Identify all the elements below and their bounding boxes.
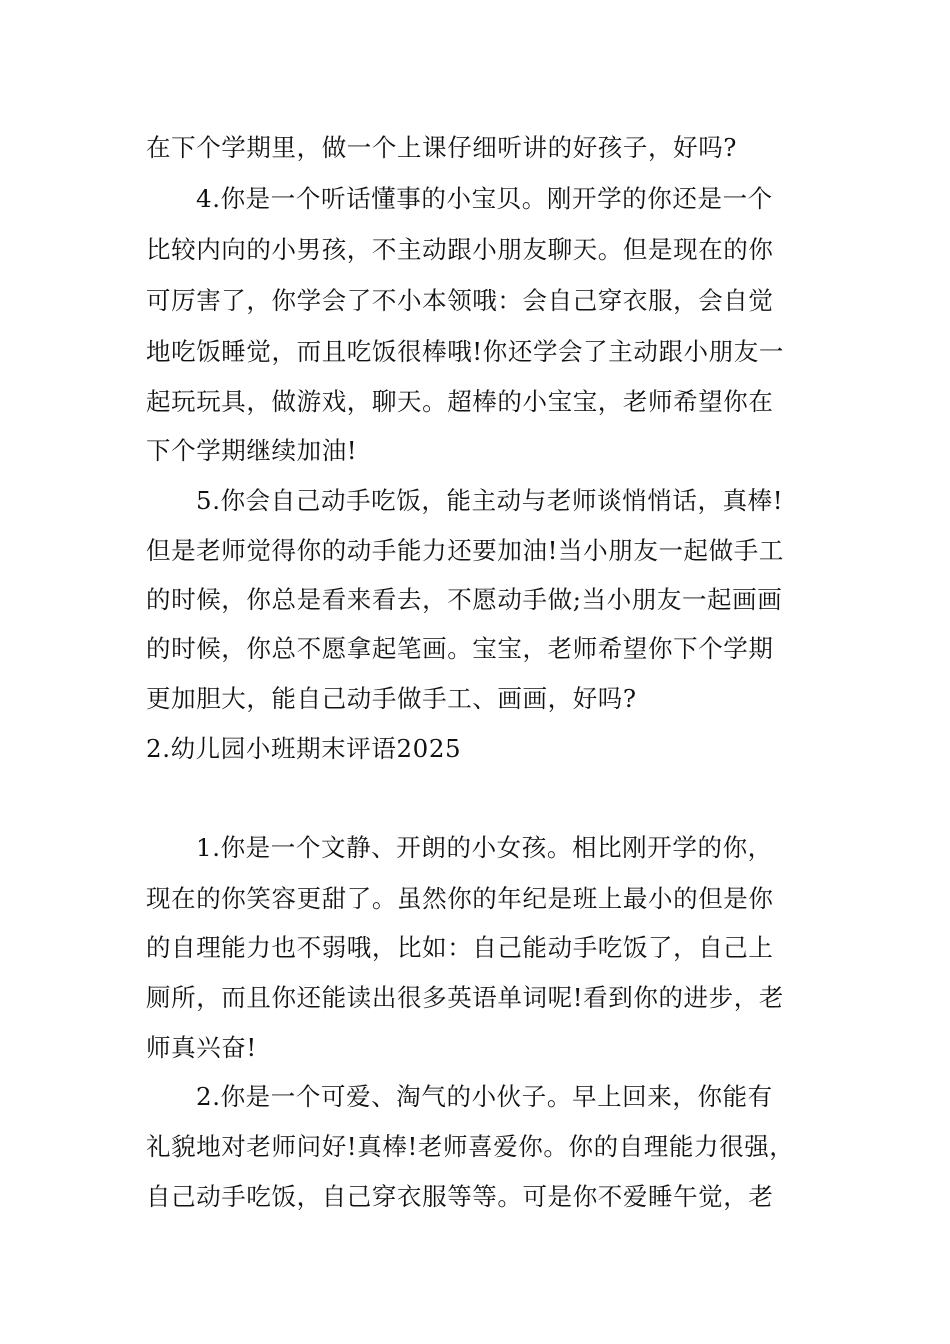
paragraph-4-start: 4.你是一个听话懂事的小宝贝。刚开学的你还是一个 [196, 184, 773, 213]
text-line: 现在的你笑容更甜了。虽然你的年纪是班上最小的但是你 [146, 884, 774, 913]
text-line: 的自理能力也不弱哦，比如：自己能动手吃饭了，自己上 [146, 933, 774, 962]
text-line: 下个学期继续加油! [146, 436, 358, 465]
text-line: 起玩玩具，做游戏，聊天。超棒的小宝宝，老师希望你在 [146, 387, 774, 416]
section2-paragraph-1-start: 1.你是一个文静、开朗的小女孩。相比刚开学的你， [196, 833, 773, 862]
text-line: 比较内向的小男孩，不主动跟小朋友聊天。但是现在的你 [146, 235, 774, 264]
section-heading: 2.幼儿园小班期末评语2025 [146, 734, 462, 763]
text-line: 的时候，你总是看来看去，不愿动手做;当小朋友一起画画 [146, 585, 783, 614]
section2-paragraph-2-start: 2.你是一个可爱、淘气的小伙子。早上回来，你能有 [196, 1082, 773, 1111]
paragraph-5-start: 5.你会自己动手吃饭，能主动与老师谈悄悄话，真棒! [196, 486, 784, 515]
text-line: 自己动手吃饭，自己穿衣服等等。可是你不爱睡午觉，老 [146, 1182, 774, 1211]
text-line: 师真兴奋! [146, 1033, 257, 1062]
text-line: 更加胆大，能自己动手做手工、画画，好吗? [146, 684, 637, 713]
text-line: 可厉害了，你学会了不小本领哦：会自己穿衣服，会自觉 [146, 286, 774, 315]
text-line: 但是老师觉得你的动手能力还要加油!当小朋友一起做手工 [146, 536, 784, 565]
text-line: 礼貌地对老师问好!真棒!老师喜爱你。你的自理能力很强， [146, 1132, 795, 1161]
text-line: 在下个学期里，做一个上课仔细听讲的好孩子，好吗? [146, 133, 738, 162]
text-line: 厕所，而且你还能读出很多英语单词呢!看到你的进步，老 [146, 983, 784, 1012]
text-line: 地吃饭睡觉，而且吃饭很棒哦!你还学会了主动跟小朋友一 [146, 337, 784, 366]
text-line: 的时候，你总不愿拿起笔画。宝宝，老师希望你下个学期 [146, 634, 774, 663]
